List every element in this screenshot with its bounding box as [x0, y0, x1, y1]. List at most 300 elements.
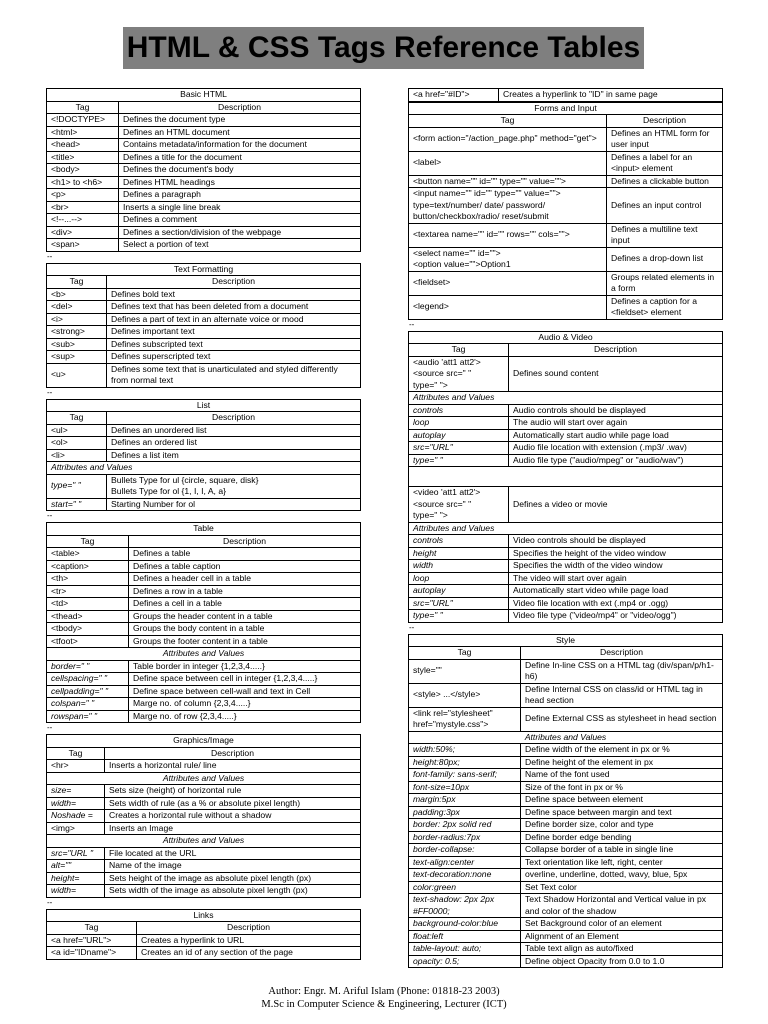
tag-cell: <a href="URL"> [47, 934, 137, 947]
tag-cell: <img> [47, 822, 105, 835]
table-caption: Forms and Input [409, 102, 723, 115]
subheader-cell: Attributes and Values [47, 835, 361, 848]
description-cell: Sets width of rule (as a % or absolute pixel length) [105, 797, 361, 810]
tag-cell: <legend> [409, 295, 607, 319]
header-row [47, 535, 361, 548]
table-row [409, 819, 723, 832]
description-cell: Defines the document type [119, 114, 361, 127]
tag-cell: <link rel="stylesheet" href="mystyle.css"> [409, 707, 521, 731]
table-row [47, 424, 361, 437]
tag-cell: <textarea name="" id="" rows="" cols=""> [409, 223, 607, 247]
tag-cell: margin:5px [409, 794, 521, 807]
caption-style [409, 634, 723, 647]
tag-cell: src="URL " [47, 847, 105, 860]
tag-cell: alt="" [47, 860, 105, 873]
description-cell: Sets width of the image as absolute pixel length (px) [105, 885, 361, 898]
table-caption: Graphics/Image [47, 735, 361, 748]
table-row [409, 547, 723, 560]
table-row [409, 223, 723, 247]
tag-cell: text-shadow: 2px 2px #FF0000; [409, 894, 521, 918]
table-row [409, 610, 723, 623]
header-description: Description [107, 276, 361, 289]
description-cell: Collapse border of a table in single line [521, 844, 723, 857]
header-row [409, 344, 723, 357]
description-cell: Creates a hyperlink to "ID" in same page [499, 89, 723, 102]
description-cell: Defines superscripted text [107, 351, 361, 364]
header-tag: Tag [409, 647, 521, 660]
text-formatting-table [46, 263, 361, 388]
links-continued-table [408, 88, 723, 102]
table-row [409, 89, 723, 102]
table-row [47, 947, 361, 960]
tag-cell: <a id="IDname"> [47, 947, 137, 960]
description-cell: Text Shadow Horizontal and Vertical value in px and color of the shadow [521, 894, 723, 918]
table-row [47, 573, 361, 586]
table-row [47, 226, 361, 239]
description-cell: Defines bold text [107, 288, 361, 301]
tag-cell: <caption> [47, 560, 129, 573]
table-row [409, 806, 723, 819]
tag-cell: src="URL" [409, 597, 509, 610]
subheader-cell: Attributes and Values [47, 772, 361, 785]
table-row [47, 498, 361, 511]
table-row [47, 785, 361, 798]
table-row [47, 151, 361, 164]
tag-cell: colspan=" " [47, 698, 129, 711]
table-row [47, 560, 361, 573]
table-row [47, 474, 361, 498]
tag-cell: <p> [47, 189, 119, 202]
description-cell: Define space between margin and text [521, 806, 723, 819]
table-row [409, 831, 723, 844]
description-cell: Defines an ordered list [107, 437, 361, 450]
tag-cell: src="URL" [409, 442, 509, 455]
attributes-subheader [409, 731, 723, 744]
table-row [409, 127, 723, 151]
description-cell: Table text align as auto/fixed [521, 943, 723, 956]
table-row [47, 301, 361, 314]
header-description: Description [137, 922, 361, 935]
description-cell: Automatically start audio while page load [509, 429, 723, 442]
table-row [409, 894, 723, 918]
table-row [47, 239, 361, 252]
tag-cell: text-decoration:none [409, 869, 521, 882]
table-row [47, 139, 361, 152]
caption-audio-video [409, 331, 723, 344]
table-caption: Text Formatting [47, 263, 361, 276]
tag-cell: loop [409, 417, 509, 430]
description-cell: Groups the footer content in a table [129, 635, 361, 648]
description-cell: Defines subscripted text [107, 338, 361, 351]
table-row [409, 744, 723, 757]
caption-table [47, 523, 361, 536]
tag-cell: <title> [47, 151, 119, 164]
header-description: Description [107, 412, 361, 425]
table-row [409, 769, 723, 782]
table-row [409, 930, 723, 943]
header-row [47, 101, 361, 114]
tag-cell: controls [409, 535, 509, 548]
description-cell: Alignment of an Element [521, 930, 723, 943]
tag-cell: <ul> [47, 424, 107, 437]
description-cell: Table border in integer {1,2,3,4.....} [129, 660, 361, 673]
description-cell: Marge no. of row {2,3,4.....} [129, 710, 361, 723]
description-cell: Groups related elements in a form [607, 271, 723, 295]
table-caption: Style [409, 634, 723, 647]
description-cell: Defines some text that is unarticulated and styled differently from normal text [107, 363, 361, 387]
description-cell: Defines a multiline text input [607, 223, 723, 247]
tag-cell: cellpadding=" " [47, 685, 129, 698]
subheader-cell: Attributes and Values [409, 392, 723, 405]
table-row [47, 685, 361, 698]
description-cell: Define width of the element in px or % [521, 744, 723, 757]
page-title: HTML & CSS Tags Reference Tables [123, 27, 644, 69]
tag-cell: <!--...--> [47, 214, 119, 227]
table-row [409, 356, 723, 392]
footer-author: Author: Engr. M. Ariful Islam (Phone: 01818-23 2003) [268, 986, 500, 997]
header-description: Description [105, 747, 361, 760]
tag-cell: <sup> [47, 351, 107, 364]
description-cell: overline, underline, dotted, wavy, blue, 5px [521, 869, 723, 882]
tag-cell: <style> ...</style> [409, 683, 521, 707]
table-caption: Audio & Video [409, 331, 723, 344]
tag-cell: border=" " [47, 660, 129, 673]
description-cell: Inserts a single line break [119, 201, 361, 214]
tag-cell: padding:3px [409, 806, 521, 819]
description-cell: Defines a header cell in a table [129, 573, 361, 586]
tag-cell: loop [409, 572, 509, 585]
tag-cell: <input name="" id="" type="" value=""> type=text/number/ date/ password/ button/checkbox/radio/ reset/submit [409, 188, 607, 224]
tag-cell: <h1> to <h6> [47, 176, 119, 189]
description-cell: Inserts an Image [105, 822, 361, 835]
table-row [47, 326, 361, 339]
table-row [409, 659, 723, 683]
table-row [47, 548, 361, 561]
table-row [47, 635, 361, 648]
description-cell: Defines a title for the document [119, 151, 361, 164]
subheader-cell: Attributes and Values [409, 522, 723, 535]
description-cell: Defines a list item [107, 449, 361, 462]
tag-cell: background-color:blue [409, 918, 521, 931]
header-row [47, 747, 361, 760]
description-cell: Define space between cell in integer {1,2,3,4.....} [129, 673, 361, 686]
subheader-cell: Attributes and Values [409, 731, 723, 744]
description-cell: Marge no. of column {2,3,4.....} [129, 698, 361, 711]
separator: -- [47, 387, 53, 397]
separator: -- [47, 897, 53, 907]
caption-basic-html [47, 89, 361, 102]
table-row [409, 869, 723, 882]
caption-graphics [47, 735, 361, 748]
tag-cell: <del> [47, 301, 107, 314]
description-cell: Specifies the width of the video window [509, 560, 723, 573]
tag-cell: <body> [47, 164, 119, 177]
description-cell: The video will start over again [509, 572, 723, 585]
header-description: Description [607, 115, 723, 128]
table-row [47, 673, 361, 686]
table-row [47, 660, 361, 673]
tag-cell: style="" [409, 659, 521, 683]
separator: -- [47, 511, 53, 520]
header-tag: Tag [47, 535, 129, 548]
description-cell: Groups the header content in a table [129, 610, 361, 623]
table-row [47, 437, 361, 450]
table-caption: Basic HTML [47, 89, 361, 102]
tag-cell: float:left [409, 930, 521, 943]
table-row [47, 934, 361, 947]
description-cell: Defines a video or movie [509, 487, 723, 523]
caption-links [47, 909, 361, 922]
table-row [409, 535, 723, 548]
attributes-subheader [47, 772, 361, 785]
tag-cell: <th> [47, 573, 129, 586]
header-tag: Tag [47, 101, 119, 114]
description-cell: Name of the font used [521, 769, 723, 782]
separator: -- [409, 319, 415, 329]
right-column [408, 88, 723, 968]
tag-cell: <tr> [47, 585, 129, 598]
table-row [47, 885, 361, 898]
table-row [47, 710, 361, 723]
description-cell: Video controls should be displayed [509, 535, 723, 548]
description-cell: Defines an HTML form for user input [607, 127, 723, 151]
description-cell: Bullets Type for ul {circle, square, disk} Bullets Type for ol {1, I, I, A, a} [107, 474, 361, 498]
description-cell: Defines a drop-down list [607, 247, 723, 271]
tag-cell: width= [47, 797, 105, 810]
tag-cell: <a href="#ID"> [409, 89, 499, 102]
tag-cell: controls [409, 404, 509, 417]
separator: -- [47, 251, 53, 261]
table-row [409, 585, 723, 598]
tag-cell: font-size=10px [409, 781, 521, 794]
tag-cell: <audio 'att1 att2'> <source src=" " type=" "> [409, 356, 509, 392]
tag-cell: <thead> [47, 610, 129, 623]
tag-cell: table-layout: auto; [409, 943, 521, 956]
attributes-subheader [47, 835, 361, 848]
header-tag: Tag [47, 747, 105, 760]
description-cell: Groups the body content in a table [129, 623, 361, 636]
description-cell: Size of the font in px or % [521, 781, 723, 794]
spacer-row [409, 467, 723, 487]
description-cell: Inserts a horizontal rule/ line [105, 760, 361, 773]
description-cell: Define Internal CSS on class/id or HTML tag in head section [521, 683, 723, 707]
description-cell: Defines a clickable button [607, 175, 723, 188]
description-cell: Sets size (height) of horizontal rule [105, 785, 361, 798]
description-cell: Creates a horizontal rule without a shadow [105, 810, 361, 823]
tag-cell: <video 'att1 att2'> <source src=" " type=" "> [409, 487, 509, 523]
table-row [409, 756, 723, 769]
table-row [409, 918, 723, 931]
description-cell: Defines a table caption [129, 560, 361, 573]
description-cell: Defines an input control [607, 188, 723, 224]
description-cell: Sets height of the image as absolute pixel length (px) [105, 872, 361, 885]
description-cell: Define height of the element in px [521, 756, 723, 769]
table-row [47, 760, 361, 773]
tag-cell: <i> [47, 313, 107, 326]
table-row [47, 338, 361, 351]
tag-cell: <br> [47, 201, 119, 214]
tag-cell: <select name="" id=""> <option value="">Option1 [409, 247, 607, 271]
table-row [409, 295, 723, 319]
header-description: Description [129, 535, 361, 548]
tag-cell: border-radius:7px [409, 831, 521, 844]
description-cell: Defines an unordered list [107, 424, 361, 437]
table-row [409, 442, 723, 455]
tag-cell: rowspan=" " [47, 710, 129, 723]
table-row [47, 847, 361, 860]
tag-cell: width= [47, 885, 105, 898]
audio-video-table [408, 331, 723, 623]
description-cell: Defines a table [129, 548, 361, 561]
links-table [46, 909, 361, 960]
table-row [409, 781, 723, 794]
table-row [47, 610, 361, 623]
table-row [47, 363, 361, 387]
attributes-subheader [47, 462, 361, 475]
tag-cell: cellspacing=" " [47, 673, 129, 686]
tag-cell: height [409, 547, 509, 560]
tag-cell: <form action="/action_page.php" method="get"> [409, 127, 607, 151]
description-cell: File located at the URL [105, 847, 361, 860]
description-cell: Defines a comment [119, 214, 361, 227]
table-row [47, 351, 361, 364]
tag-cell: <sub> [47, 338, 107, 351]
tag-cell: opacity: 0.5; [409, 955, 521, 968]
description-cell: Specifies the height of the video window [509, 547, 723, 560]
description-cell: Defines an HTML document [119, 126, 361, 139]
header-tag: Tag [47, 412, 107, 425]
table-row [47, 585, 361, 598]
tag-cell: type=" " [47, 474, 107, 498]
table-row [409, 943, 723, 956]
table-row [409, 271, 723, 295]
tag-cell: <ol> [47, 437, 107, 450]
description-cell: Defines a part of text in an alternate voice or mood [107, 313, 361, 326]
table-row [47, 698, 361, 711]
footer [0, 985, 768, 1011]
tag-cell: <label> [409, 151, 607, 175]
tag-cell: <tbody> [47, 623, 129, 636]
tag-cell: <tfoot> [47, 635, 129, 648]
table-row [47, 623, 361, 636]
table-row [409, 487, 723, 523]
header-description: Description [119, 101, 361, 114]
description-cell: Defines a caption for a <fieldset> element [607, 295, 723, 319]
subheader-cell: Attributes and Values [47, 648, 361, 661]
header-tag: Tag [47, 922, 137, 935]
header-tag: Tag [409, 344, 509, 357]
table-row [47, 288, 361, 301]
tag-cell: type=" " [409, 610, 509, 623]
header-row [47, 922, 361, 935]
basic-html-table [46, 88, 361, 252]
subheader-cell: Attributes and Values [47, 462, 361, 475]
table-row [47, 126, 361, 139]
style-table [408, 634, 723, 969]
description-cell: Defines a section/division of the webpage [119, 226, 361, 239]
table-row [47, 164, 361, 177]
table-row [409, 188, 723, 224]
description-cell: Text orientation like left, right, center [521, 856, 723, 869]
footer-degree: M.Sc in Computer Science & Engineering, Lecturer (ICT) [261, 999, 507, 1010]
left-column [46, 88, 361, 960]
description-cell: Starting Number for ol [107, 498, 361, 511]
table-row [409, 881, 723, 894]
table-row [47, 822, 361, 835]
description-cell: Define In-line CSS on a HTML tag (div/span/p/h1-h6) [521, 659, 723, 683]
description-cell: Video file type ("video/mp4" or "video/ogg") [509, 610, 723, 623]
table-row [47, 201, 361, 214]
header-row [409, 647, 723, 660]
description-cell: Creates an id of any section of the page [137, 947, 361, 960]
table-caption: Table [47, 523, 361, 536]
description-cell: Contains metadata/information for the document [119, 139, 361, 152]
table-row [47, 872, 361, 885]
tag-cell: <span> [47, 239, 119, 252]
description-cell: Audio file location with extension (.mp3/ .wav) [509, 442, 723, 455]
tag-cell: border-collapse: [409, 844, 521, 857]
tag-cell: type=" " [409, 454, 509, 467]
description-cell: Select a portion of text [119, 239, 361, 252]
description-cell: Defines HTML headings [119, 176, 361, 189]
spacer-cell [409, 467, 723, 487]
description-cell: Automatically start video while page load [509, 585, 723, 598]
description-cell: Defines a paragraph [119, 189, 361, 202]
description-cell: Defines a row in a table [129, 585, 361, 598]
description-cell: Defines important text [107, 326, 361, 339]
attributes-subheader [409, 522, 723, 535]
tag-cell: autoplay [409, 585, 509, 598]
caption-list [47, 399, 361, 412]
table-row [409, 417, 723, 430]
tag-cell: autoplay [409, 429, 509, 442]
description-cell: The audio will start over again [509, 417, 723, 430]
description-cell: Defines sound content [509, 356, 723, 392]
table-caption: Links [47, 909, 361, 922]
description-cell: Set Background color of an element [521, 918, 723, 931]
table-row [47, 176, 361, 189]
table-row [47, 797, 361, 810]
tag-cell: <strong> [47, 326, 107, 339]
table-row [409, 151, 723, 175]
table-row [409, 794, 723, 807]
tag-cell: font-family: sans-serif; [409, 769, 521, 782]
tag-cell: <li> [47, 449, 107, 462]
table-row [409, 572, 723, 585]
tag-cell: <div> [47, 226, 119, 239]
description-cell: Define border edge bending [521, 831, 723, 844]
tag-cell: <td> [47, 598, 129, 611]
table-row [409, 844, 723, 857]
separator: -- [409, 622, 415, 632]
table-row [409, 955, 723, 968]
description-cell: Video file location with ext (.mp4 or .ogg) [509, 597, 723, 610]
table-row [409, 404, 723, 417]
description-cell: Define space between element [521, 794, 723, 807]
separator: -- [47, 723, 53, 732]
table-row [409, 454, 723, 467]
header-tag: Tag [409, 115, 607, 128]
attributes-subheader [409, 392, 723, 405]
table-row [47, 313, 361, 326]
table-row [47, 114, 361, 127]
tag-cell: <b> [47, 288, 107, 301]
list-table [46, 399, 361, 512]
description-cell: Define space between cell-wall and text in Cell [129, 685, 361, 698]
forms-table [408, 102, 723, 320]
description-cell: Defines the document's body [119, 164, 361, 177]
header-row [409, 115, 723, 128]
